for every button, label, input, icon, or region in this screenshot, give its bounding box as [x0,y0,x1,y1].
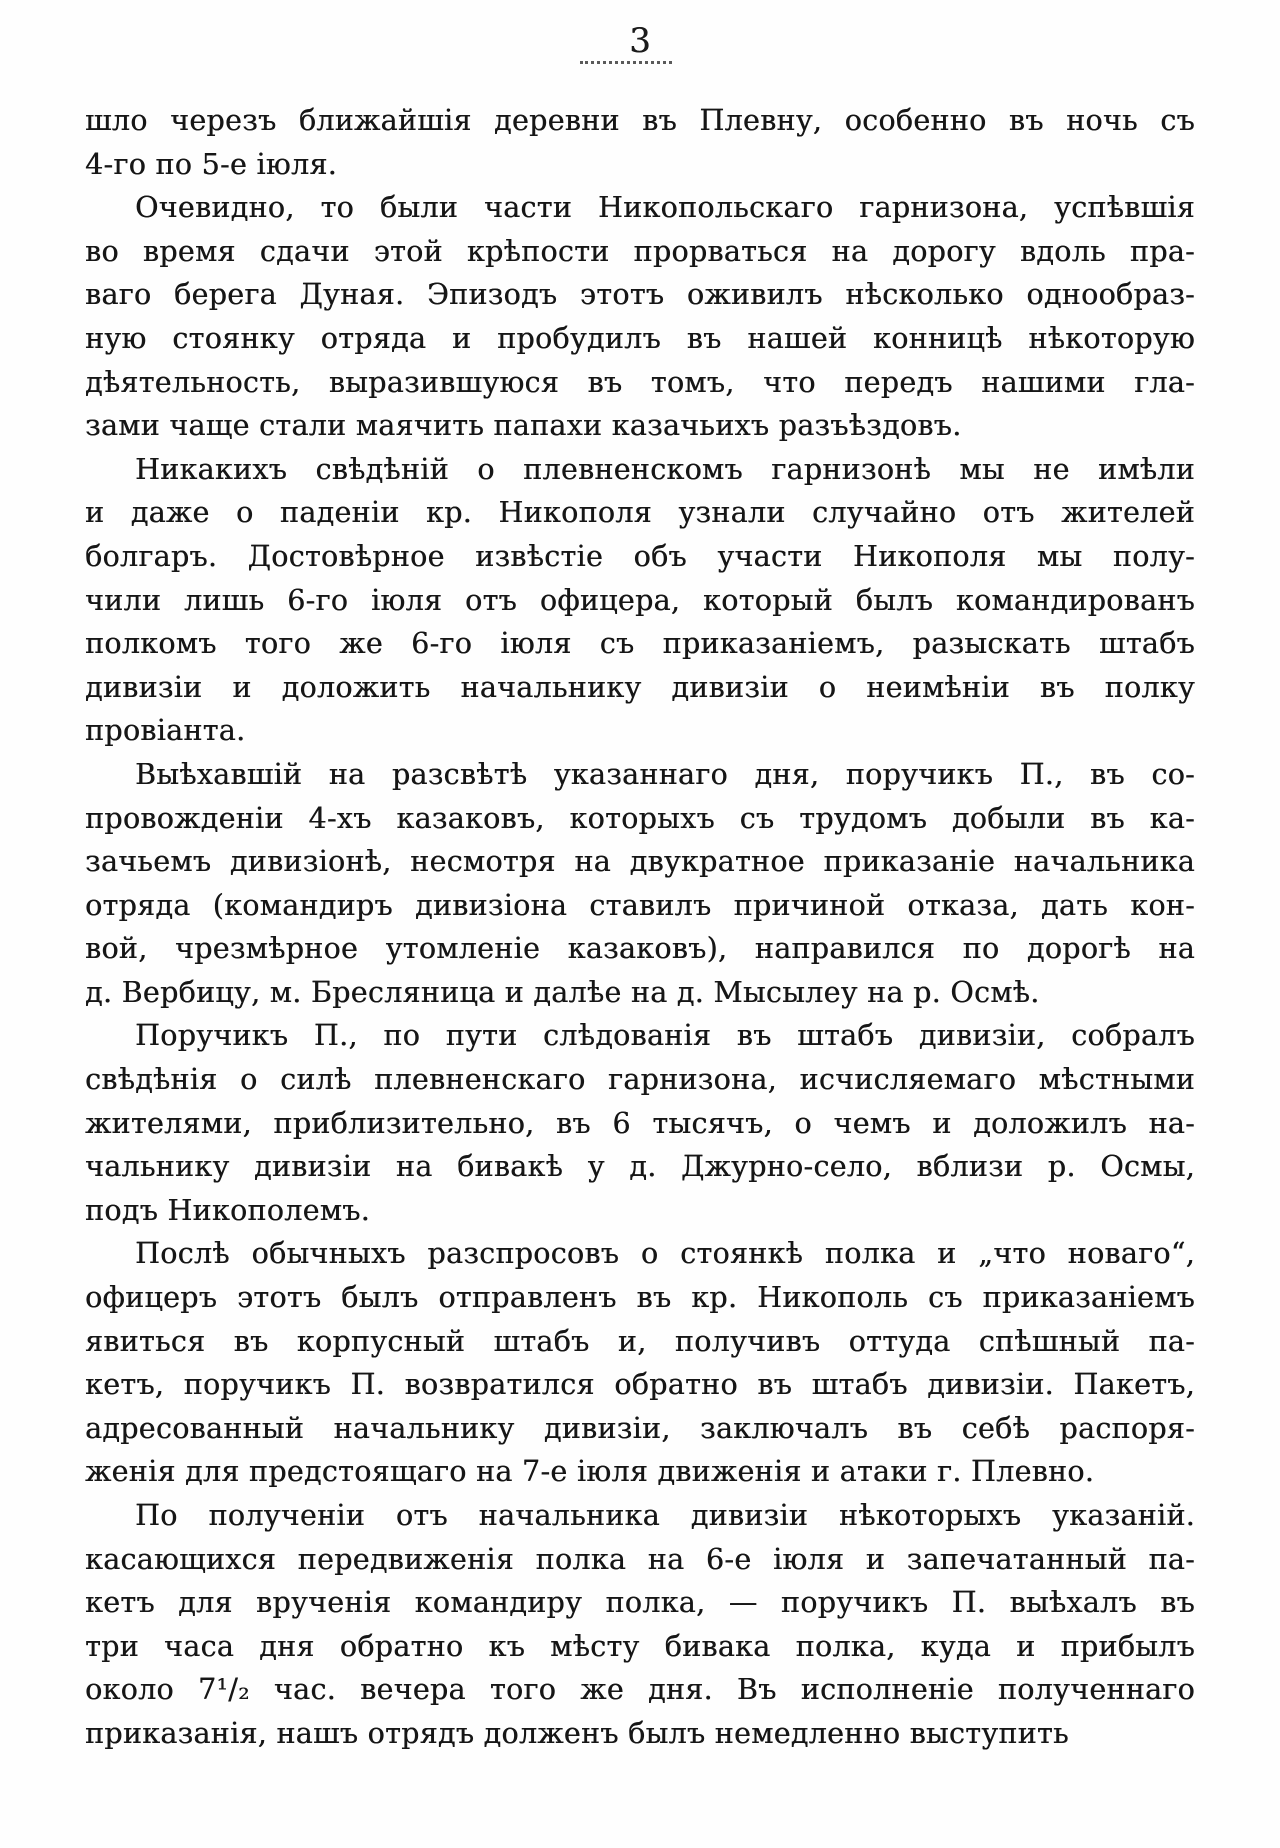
text-line: кетъ для врученія командиру полка, — поручикъ П. выѣхалъ въ [85,1586,1195,1620]
text-line: вой, чрезмѣрное утомленіе казаковъ), направился по дорогѣ на [85,932,1195,966]
text-line: женія для предстоящаго на 7-е іюля движенія и атаки г. Плевно. [85,1455,1095,1489]
paragraph [85,448,1195,753]
page-number-rule [580,61,672,64]
text-line: касающихся передвиженія полка на 6-е іюля и запечатанный па- [85,1542,1195,1576]
text-line: провожденіи 4-хъ казаковъ, которыхъ съ трудомъ добыли въ ка- [85,801,1195,835]
text-line: ваго берега Дуная. Эпизодъ этотъ оживилъ нѣсколько однообраз- [85,278,1195,312]
paragraph [85,1014,1195,1232]
text-line: три часа дня обратно къ мѣсту бивака полка, куда и прибылъ [85,1629,1195,1663]
page-number: 3 [629,21,651,61]
text-line: Поручикъ П., по пути слѣдованія въ штабъ дивизіи, собралъ [135,1019,1195,1053]
text-line: офицеръ этотъ былъ отправленъ въ кр. Никополь съ приказаніемъ [85,1281,1195,1315]
text-line: дивизіи и доложить начальнику дивизіи о неимѣніи въ полку [85,670,1195,704]
text-line: зами чаще стали маячить папахи казачьихъ разъѣздовъ. [85,409,962,443]
page-header [85,22,1195,64]
text-line: адресованный начальнику дивизіи, заключалъ въ себѣ распоря- [85,1411,1195,1445]
text-line: приказанія, нашъ отрядъ долженъ былъ немедленно выступить [85,1716,1069,1750]
text-line: во время сдачи этой крѣпости прорваться на дорогу вдоль пра- [85,234,1195,268]
text-line: провіанта. [85,714,246,748]
text-line: Никакихъ свѣдѣній о плевненскомъ гарнизонѣ мы не имѣли [135,452,1195,486]
paragraph [85,186,1195,448]
paragraph [85,99,1195,186]
text-line: Выѣхавшій на разсвѣтѣ указаннаго дня, поручикъ П., въ со- [135,757,1195,791]
text-line: Очевидно, то были части Никопольскаго гарнизона, успѣвшія [135,191,1195,225]
text-line: чили лишь 6-го іюля отъ офицера, который былъ командированъ [85,583,1195,617]
body-text [85,99,1195,1756]
text-line: болгаръ. Достовѣрное извѣстіе объ участи Никополя мы полу- [85,539,1195,573]
text-line: жителями, приблизительно, въ 6 тысячъ, о чемъ и доложилъ на- [85,1106,1195,1140]
paragraph [85,1494,1195,1756]
text-line: Послѣ обычныхъ разспросовъ о стоянкѣ полка и „что новаго“, [135,1237,1195,1271]
text-line: свѣдѣнія о силѣ плевненскаго гарнизона, исчисляемаго мѣстными [85,1063,1195,1097]
text-line: 4-го по 5-е іюля. [85,147,337,181]
text-line: отряда (командиръ дивизіона ставилъ причиной отказа, дать кон- [85,888,1195,922]
text-line: чальнику дивизіи на бивакѣ у д. Джурно-село, вблизи р. Осмы, [85,1150,1195,1184]
paragraph [85,753,1195,1015]
text-line: дѣятельность, выразившуюся въ томъ, что передъ нашими гла- [85,365,1195,399]
paragraph [85,1232,1195,1494]
text-line: явиться въ корпусный штабъ и, получивъ оттуда спѣшный па- [85,1324,1195,1358]
text-line: подъ Никополемъ. [85,1193,370,1227]
text-line: кетъ, поручикъ П. возвратился обратно въ штабъ дивизіи. Пакетъ, [85,1368,1195,1402]
text-line: зачьемъ дивизіонѣ, несмотря на двукратное приказаніе начальника [85,845,1195,879]
text-line: около 7¹/₂ час. вечера того же дня. Въ исполненіе полученнаго [85,1673,1195,1707]
text-line: шло черезъ ближайшія деревни въ Плевну, особенно въ ночь съ [85,104,1195,137]
text-line: По полученіи отъ начальника дивизіи нѣкоторыхъ указаній. [135,1499,1195,1532]
text-line: и даже о паденіи кр. Никополя узнали случайно отъ жителей [85,496,1195,530]
text-line: полкомъ того же 6-го іюля съ приказаніемъ, разыскать штабъ [85,627,1195,661]
text-line: ную стоянку отряда и пробудилъ въ нашей конницѣ нѣкоторую [85,321,1195,355]
text-line: д. Вербицу, м. Бресляница и далѣе на д. Мысылеу на р. Осмѣ. [85,975,1040,1009]
